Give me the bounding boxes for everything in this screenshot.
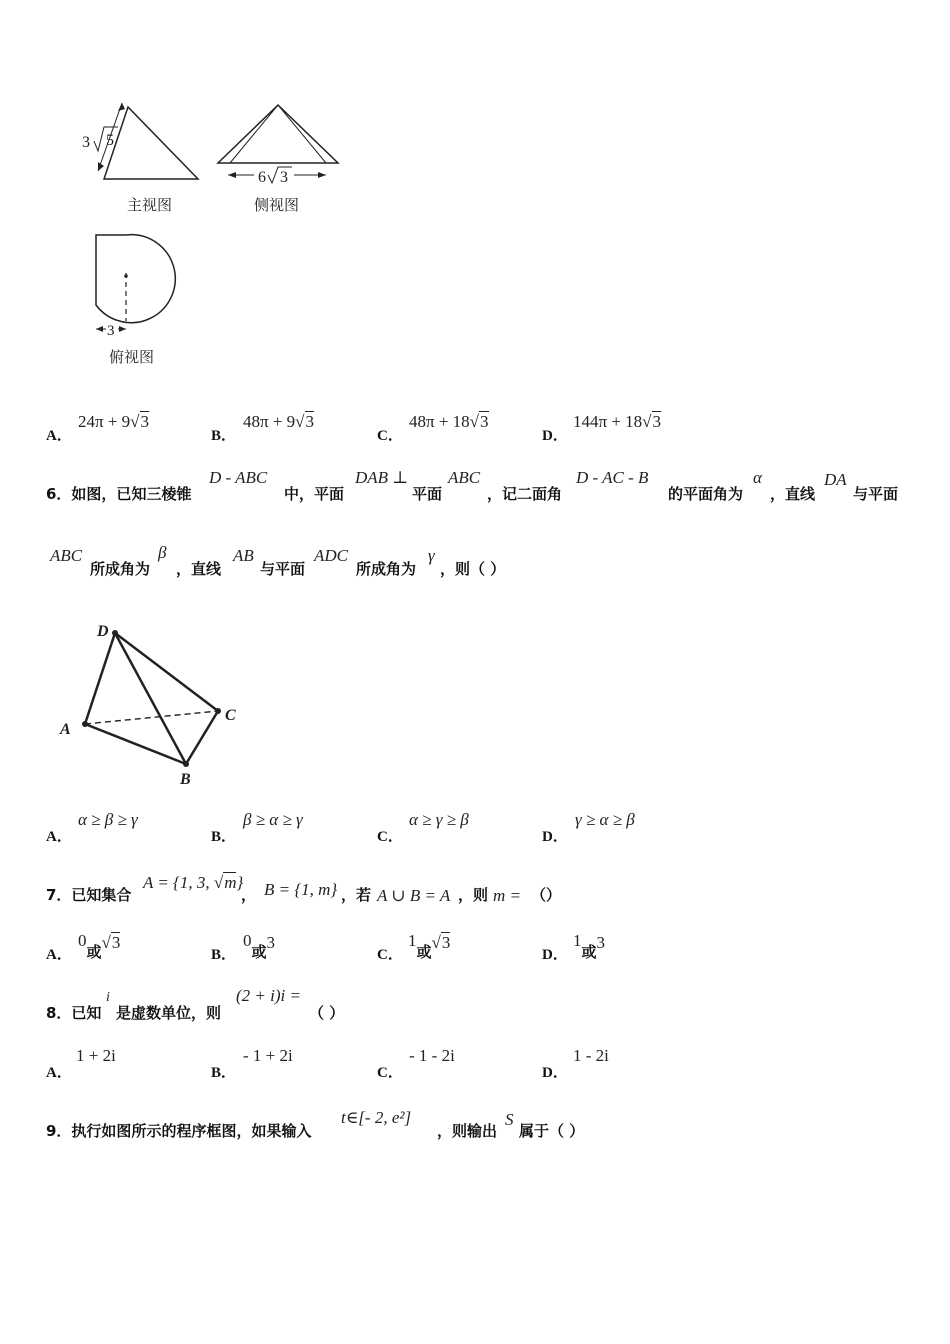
q6-option-a-value[interactable]: α ≥ β ≥ γ — [78, 810, 138, 829]
q6-option-d-label[interactable]: D． — [542, 829, 568, 845]
q6-stem-4: ，记二面角 — [487, 485, 563, 503]
q6-math-10: ADC — [314, 546, 348, 565]
q5-option-a-value[interactable]: 24π + 9√3 — [78, 412, 150, 431]
q6-stem-12: ，则（ ） — [440, 560, 506, 578]
q9-stem-1: 9．执行如图所示的程序框图，如果输入 — [46, 1122, 312, 1140]
tetrahedron-figure — [55, 618, 255, 788]
vertex-c-label: C — [225, 707, 236, 724]
q8-option-d-value[interactable]: 1 - 2i — [573, 1046, 609, 1065]
q8-stem-2: 是虚数单位，则 — [116, 1004, 222, 1022]
three-view-figure — [70, 95, 370, 375]
q7-option-a-value[interactable]: 0或√3 — [78, 931, 121, 961]
q8-option-c-value[interactable]: - 1 - 2i — [409, 1046, 455, 1065]
q7-stem-1: 7．已知集合 — [46, 886, 132, 904]
q8-imaginary-i: i — [106, 990, 110, 1005]
top-view-caption: 俯视图 — [109, 348, 155, 366]
q7-set-a: A = {1, 3, √m} — [143, 873, 244, 892]
q9-stem-2: ，则输出 — [437, 1122, 498, 1140]
q6-math-4: D - AC - B — [576, 468, 649, 487]
q6-option-d-value[interactable]: γ ≥ α ≥ β — [575, 810, 635, 829]
q6-option-b-label[interactable]: B． — [211, 829, 237, 845]
side-dim-b: 3 — [280, 169, 288, 186]
q5-option-d-value[interactable]: 144π + 18√3 — [573, 412, 662, 431]
q9-expression: t∈[- 2, e²] — [341, 1108, 412, 1127]
q8-option-c-label[interactable]: C． — [377, 1065, 403, 1081]
top-view — [96, 235, 175, 339]
q7-ask: m = — [493, 886, 521, 905]
q6-option-c-label[interactable]: C． — [377, 829, 403, 845]
q6-math-9: AB — [233, 546, 254, 565]
q8-option-b-value[interactable]: - 1 + 2i — [243, 1046, 293, 1065]
q7-option-b-label[interactable]: B． — [211, 947, 237, 963]
side-view-caption: 侧视图 — [254, 196, 300, 214]
q7-set-b: B = {1, m} — [264, 880, 338, 899]
q5-option-b-value[interactable]: 48π + 9√3 — [243, 412, 315, 431]
q8-option-a-value[interactable]: 1 + 2i — [76, 1046, 116, 1065]
front-dim-a: 3 — [82, 134, 90, 151]
q9-output-s: S — [505, 1110, 514, 1129]
q7-option-d-label[interactable]: D． — [542, 947, 568, 963]
front-view-caption: 主视图 — [127, 196, 173, 214]
q6-math-11: γ — [428, 546, 435, 565]
q7-stem-4: ，则 — [458, 886, 489, 904]
q6-option-b-value[interactable]: β ≥ α ≥ γ — [243, 810, 303, 829]
q6-stem-8: 所成角为 — [90, 560, 151, 578]
side-dim-a: 6 — [258, 169, 266, 186]
q7-stem-3: ，若 — [341, 886, 372, 904]
q6-math-2: DAB ⊥ — [355, 468, 409, 487]
q5-option-c-value[interactable]: 48π + 18√3 — [409, 412, 489, 431]
front-view — [82, 103, 198, 179]
q6-option-a-label[interactable]: A． — [46, 829, 72, 845]
q6-math-1: D - ABC — [209, 468, 268, 487]
q6-stem-2: 中，平面 — [284, 485, 345, 503]
q8-option-b-label[interactable]: B． — [211, 1065, 237, 1081]
q7-option-c-value[interactable]: 1或√3 — [408, 931, 451, 961]
q5-option-b-label[interactable]: B． — [211, 428, 237, 444]
q5-option-c-label[interactable]: C． — [377, 428, 403, 444]
q6-stem-3: 平面 — [412, 485, 443, 503]
q6-math-8: β — [158, 543, 167, 562]
q6-math-5: α — [753, 468, 762, 487]
q6-math-7: ABC — [50, 546, 83, 565]
q8-option-a-label[interactable]: A． — [46, 1065, 72, 1081]
q8-expression: (2 + i)i = — [236, 986, 301, 1005]
q6-stem-5: 的平面角为 — [668, 485, 744, 503]
q5-option-d-label[interactable]: D． — [542, 428, 568, 444]
q7-option-d-value[interactable]: 1或3 — [573, 931, 606, 961]
q5-option-a-label[interactable]: A． — [46, 428, 72, 444]
vertex-d-label: D — [97, 623, 109, 640]
q8-option-d-label[interactable]: D． — [542, 1065, 568, 1081]
q7-stem-5: （） — [531, 886, 562, 904]
q8-stem-1: 8．已知 — [46, 1004, 102, 1022]
vertex-a-label: A — [60, 721, 71, 738]
vertex-b-label: B — [180, 771, 191, 788]
q7-option-a-label[interactable]: A． — [46, 947, 72, 963]
q6-stem-10: 与平面 — [260, 560, 306, 578]
q6-stem-7: 与平面 — [853, 485, 899, 503]
q7-option-b-value[interactable]: 0或3 — [243, 931, 276, 961]
q7-stem-2: ， — [241, 886, 257, 904]
q6-stem-9: ，直线 — [176, 560, 222, 578]
side-view — [218, 105, 338, 186]
q6-stem-1: 6．如图，已知三棱锥 — [46, 485, 192, 503]
q7-condition: A ∪ B = A — [377, 886, 451, 905]
q6-option-c-value[interactable]: α ≥ γ ≥ β — [409, 810, 469, 829]
q7-option-c-label[interactable]: C． — [377, 947, 403, 963]
q6-math-3: ABC — [448, 468, 481, 487]
q6-stem-6: ，直线 — [770, 485, 816, 503]
q9-stem-3: 属于（ ） — [519, 1122, 585, 1140]
front-dim-b: 5 — [106, 132, 114, 149]
q6-stem-11: 所成角为 — [356, 560, 417, 578]
q6-math-6: DA — [824, 470, 847, 489]
q8-stem-3: （ ） — [309, 1004, 345, 1022]
top-dim: 3 — [107, 323, 115, 339]
